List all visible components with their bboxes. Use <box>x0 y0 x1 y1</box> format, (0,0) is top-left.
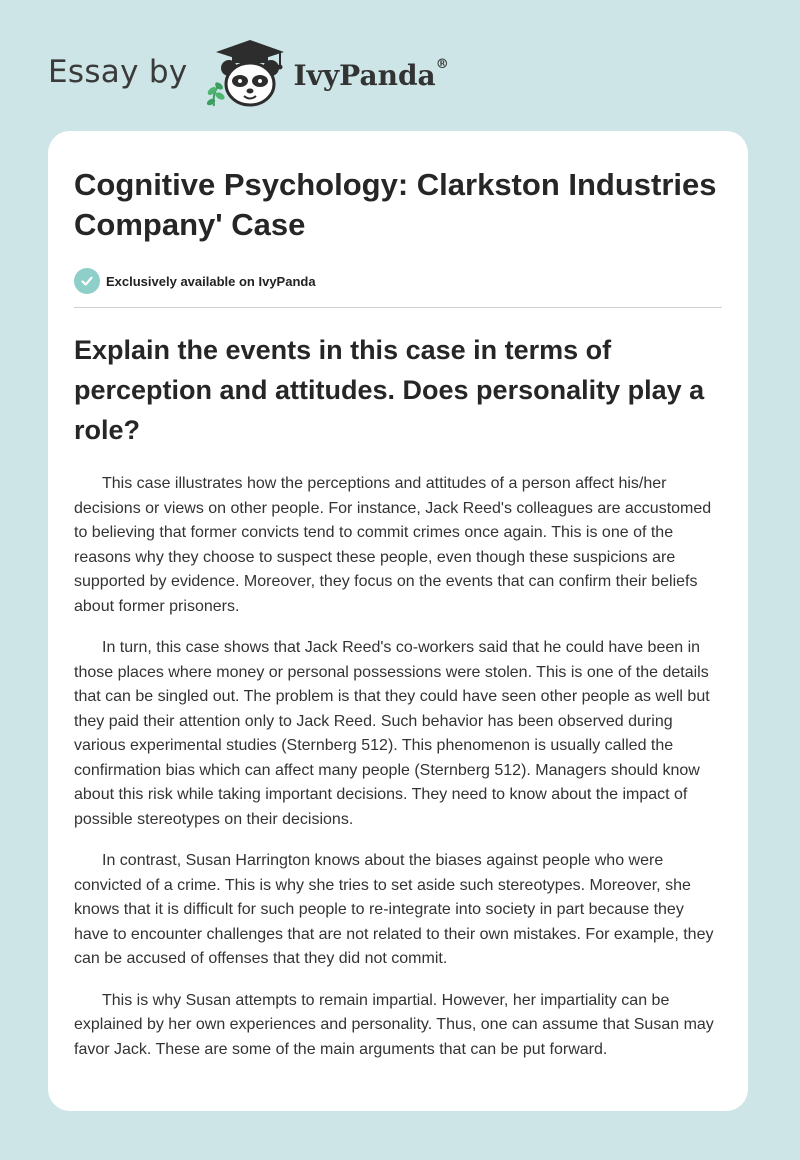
panda-graduate-icon <box>202 36 286 108</box>
brand-header <box>48 36 449 108</box>
paragraph: In contrast, Susan Harrington knows about the biases against people who were convicted of a crime. This is why she tries to set aside such stereotypes. Moreover, she knows that it is difficult for such people to re-integrate into society in part because they have to encounter challenges that are not related to their own mistakes. For example, they can be accused of offenses that they did not commit. <box>74 852 714 967</box>
check-icon <box>74 268 100 294</box>
paragraph: In turn, this case shows that Jack Reed's co-workers said that he could have been in those places where money or personal possessions were stolen. This is one of the details that can be singled out. The problem is that they could have seen other people as well but they paid their attention only to Jack Reed. Such behavior has been observed during various experimental studies (Sternberg 512). This phenomenon is usually called the confirmation bias which can affect many people (Sternberg 512). Managers should know about this risk while taking important decisions. They need to know about the impact of possible stereotypes on their decisions. <box>74 639 710 828</box>
article-card <box>48 131 748 1111</box>
exclusive-badge-label: Exclusively available on IvyPanda <box>106 273 316 289</box>
brand-name: IvyPanda® <box>293 56 449 92</box>
divider <box>74 307 722 308</box>
brand-prefix: Essay by <box>48 54 188 90</box>
page-title: Cognitive Psychology: Clarkston Industries Company' Case <box>74 167 717 242</box>
paragraph: This case illustrates how the perceptions and attitudes of a person affect his/her decisions or views on other people. For instance, Jack Reed's colleagues are accustomed to believing that former convicts tend to commit crimes once again. This is one of the reasons why they choose to suspect these people, even though these suspicions are supported by evidence. Moreover, they focus on the events that can confirm their beliefs about former prisoners. <box>74 475 712 615</box>
exclusive-badge <box>74 268 722 294</box>
paragraph: This is why Susan attempts to remain impartial. However, her impartiality can be explained by her own experiences and personality. Thus, one can assume that Susan may favor Jack. These are some of the main arguments that can be put forward. <box>74 991 714 1058</box>
section-heading: Explain the events in this case in terms of perception and attitudes. Does personality play a role? <box>74 335 705 445</box>
